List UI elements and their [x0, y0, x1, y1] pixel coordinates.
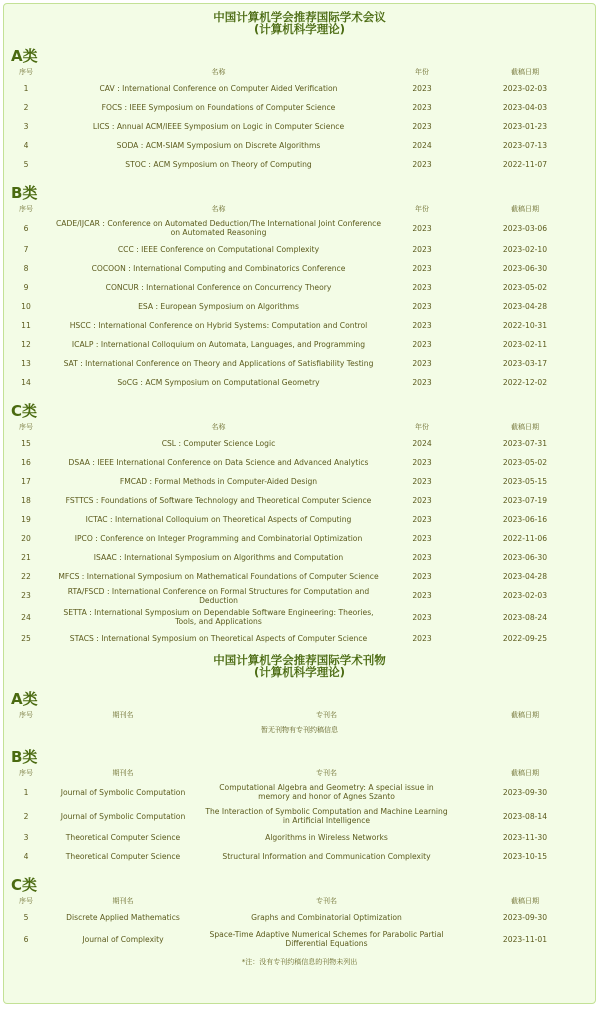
special-issue-name[interactable]: Graphs and Combinatorial Optimization [251, 913, 402, 922]
column-header-no: 序号 [19, 205, 33, 213]
conference-name[interactable]: CONCUR : International Conference on Concurrency Theory [105, 283, 332, 292]
row-number: 20 [21, 534, 31, 543]
conference-name[interactable]: ESA : European Symposium on Algorithms [138, 302, 299, 311]
conference-year: 2023 [412, 84, 432, 93]
conference-table [4, 202, 595, 392]
table-row [4, 79, 595, 98]
column-header-deadline: 截稿日期 [511, 711, 539, 719]
conference-name[interactable]: STOC : ACM Symposium on Theory of Computing [125, 160, 312, 169]
conference-name[interactable]: CSL : Computer Science Logic [161, 439, 276, 448]
empty-message: 暂无刊物有专刊约稿信息 [261, 726, 338, 734]
conference-name[interactable]: CADE/IJCAR : Conference on Automated Deduction/The International Joint Conference on Automated Reasoning [55, 219, 382, 237]
submission-deadline: 2023-02-11 [502, 340, 548, 349]
row-number: 9 [23, 283, 29, 292]
journal-name: Journal of Symbolic Computation [60, 787, 186, 797]
conference-name[interactable]: SETTA : International Symposium on Dependable Software Engineering: Theories, Tools, and Applications [63, 608, 374, 626]
table-row [4, 117, 595, 136]
column-header-deadline: 截稿日期 [511, 423, 539, 431]
submission-deadline: 2022-09-25 [502, 634, 548, 643]
row-number: 21 [21, 553, 31, 562]
submission-deadline: 2023-10-15 [502, 852, 548, 861]
column-header-name: 名称 [211, 68, 226, 76]
submission-deadline: 2023-11-30 [502, 833, 548, 842]
conference-year: 2023 [412, 245, 432, 254]
conference-year: 2023 [412, 359, 432, 368]
conference-title-line1: 中国计算机学会推荐国际学术会议 [213, 10, 386, 24]
submission-deadline: 2023-06-30 [502, 264, 548, 273]
row-number: 6 [23, 223, 29, 233]
conference-year: 2023 [412, 264, 432, 273]
table-row [4, 548, 595, 567]
conference-name[interactable]: CCC : IEEE Conference on Computational Complexity [117, 245, 320, 254]
journal-table [4, 708, 595, 738]
column-header-year: 年份 [415, 423, 429, 431]
row-number: 11 [21, 321, 31, 330]
submission-deadline: 2022-12-02 [502, 378, 548, 387]
row-number: 8 [23, 264, 29, 273]
submission-deadline: 2023-06-16 [502, 515, 548, 524]
row-number: 12 [21, 340, 31, 349]
conference-year: 2023 [412, 534, 432, 543]
row-number: 18 [21, 496, 31, 505]
conference-year: 2023 [412, 122, 432, 131]
submission-deadline: 2023-07-13 [502, 141, 548, 150]
journal-category-heading: A类 [11, 690, 38, 708]
table-row [4, 155, 595, 174]
conference-name[interactable]: ICALP : International Colloquium on Automata, Languages, and Programming [71, 340, 366, 349]
conference-title [4, 11, 595, 35]
conference-name[interactable]: ISAAC : International Symposium on Algorithms and Computation [93, 553, 344, 562]
empty-row [4, 722, 595, 738]
row-number: 22 [21, 572, 31, 581]
conference-year: 2023 [412, 612, 432, 622]
table-header-row [4, 766, 595, 780]
ccf-recommendation-panel [3, 3, 596, 1004]
conference-sections [4, 35, 595, 648]
submission-deadline: 2023-04-28 [502, 302, 548, 311]
row-number: 17 [21, 477, 31, 486]
conference-year: 2023 [412, 591, 432, 600]
table-row [4, 567, 595, 586]
submission-deadline: 2023-02-03 [502, 84, 548, 93]
submission-deadline: 2023-02-03 [502, 591, 548, 600]
footnote: *注：没有专刊约稿信息的刊物未列出 [241, 958, 358, 966]
row-number: 4 [23, 852, 29, 861]
table-row [4, 472, 595, 491]
submission-deadline: 2022-11-06 [502, 534, 548, 543]
journal-name: Theoretical Computer Science [65, 852, 181, 861]
table-row [4, 136, 595, 155]
conference-name[interactable]: COCOON : International Computing and Combinatorics Conference [91, 264, 346, 273]
conference-year: 2023 [412, 223, 432, 233]
conference-category-heading: C类 [11, 402, 38, 420]
column-header-special-issue: 专刊名 [316, 897, 337, 905]
submission-deadline: 2023-09-30 [502, 787, 548, 797]
table-row [4, 373, 595, 392]
submission-deadline: 2023-09-30 [502, 913, 548, 922]
conference-year: 2023 [412, 477, 432, 486]
submission-deadline: 2023-03-06 [502, 223, 548, 233]
conference-name[interactable]: SODA : ACM-SIAM Symposium on Discrete Algorithms [116, 141, 321, 150]
submission-deadline: 2022-11-07 [502, 160, 548, 169]
row-number: 7 [23, 245, 29, 254]
conference-year: 2023 [412, 515, 432, 524]
column-header-journal: 期刊名 [112, 711, 134, 719]
column-header-special-issue: 专刊名 [316, 769, 337, 777]
submission-deadline: 2023-07-31 [502, 439, 548, 448]
journal-table [4, 766, 595, 866]
submission-deadline: 2023-06-30 [502, 553, 548, 562]
row-number: 1 [23, 787, 29, 797]
table-row [4, 780, 595, 804]
journal-title-line1: 中国计算机学会推荐国际学术刊物 [213, 653, 386, 667]
conference-year: 2023 [412, 378, 432, 387]
column-header-journal: 期刊名 [112, 897, 134, 905]
submission-deadline: 2023-04-28 [502, 572, 548, 581]
conference-name[interactable]: ICTAC : International Colloquium on Theoretical Aspects of Computing [85, 515, 352, 524]
row-number: 14 [21, 378, 31, 387]
conference-category-heading: A类 [11, 47, 38, 65]
column-header-year: 年份 [415, 205, 429, 213]
journal-category-heading: C类 [11, 876, 38, 894]
column-header-no: 序号 [19, 897, 33, 905]
submission-deadline: 2023-01-23 [502, 122, 548, 131]
conference-table [4, 420, 595, 648]
conference-name[interactable]: FOCS : IEEE Symposium on Foundations of Computer Science [101, 103, 336, 112]
table-row [4, 586, 595, 605]
column-header-deadline: 截稿日期 [511, 205, 539, 213]
submission-deadline: 2023-08-24 [502, 612, 548, 622]
row-number: 5 [23, 160, 29, 169]
table-row [4, 529, 595, 548]
row-number: 5 [23, 913, 29, 922]
row-number: 16 [21, 458, 31, 467]
journal-table [4, 894, 595, 951]
conference-name[interactable]: DSAA : IEEE International Conference on Data Science and Advanced Analytics [68, 458, 369, 467]
table-row [4, 605, 595, 629]
conference-year: 2023 [412, 572, 432, 581]
conference-name[interactable]: SoCG : ACM Symposium on Computational Geometry [117, 378, 320, 387]
conference-year: 2023 [412, 103, 432, 112]
journal-name: Journal of Symbolic Computation [60, 811, 186, 821]
table-row [4, 847, 595, 866]
conference-name[interactable]: RTA/FSCD : International Conference on Formal Structures for Computation and Deduction [67, 586, 370, 605]
special-issue-name[interactable]: The Interaction of Symbolic Computation and Machine Learning in Artificial Intelligence [205, 807, 448, 825]
table-row [4, 98, 595, 117]
submission-deadline: 2023-07-19 [502, 496, 548, 505]
row-number: 10 [21, 302, 31, 311]
conference-year: 2023 [412, 302, 432, 311]
table-row [4, 259, 595, 278]
row-number: 2 [23, 811, 29, 821]
column-header-year: 年份 [415, 68, 429, 76]
submission-deadline: 2023-05-15 [502, 477, 548, 486]
special-issue-name[interactable]: Structural Information and Communication Complexity [222, 852, 431, 861]
conference-name[interactable]: IPCO : Conference on Integer Programming and Combinatorial Optimization [74, 534, 363, 543]
journal-sections [4, 678, 595, 951]
conference-name[interactable]: FSTTCS : Foundations of Software Technology and Theoretical Computer Science [65, 496, 372, 505]
conference-name[interactable]: STACS : International Symposium on Theoretical Aspects of Computer Science [69, 634, 368, 643]
row-number: 3 [23, 833, 29, 842]
submission-deadline: 2022-10-31 [502, 321, 548, 330]
conference-title-line2: (计算机科学理论) [253, 22, 345, 36]
table-row [4, 510, 595, 529]
conference-year: 2023 [412, 283, 432, 292]
table-row [4, 453, 595, 472]
journal-name: Discrete Applied Mathematics [66, 913, 180, 922]
journal-name: Journal of Complexity [82, 934, 164, 944]
row-number: 2 [23, 103, 29, 112]
journal-name: Theoretical Computer Science [65, 833, 181, 842]
table-row [4, 297, 595, 316]
table-row [4, 278, 595, 297]
conference-table [4, 65, 595, 174]
submission-deadline: 2023-05-02 [502, 283, 548, 292]
conference-name[interactable]: FMCAD : Formal Methods in Computer-Aided Design [119, 477, 318, 486]
table-row [4, 240, 595, 259]
table-row [4, 216, 595, 240]
journal-category-heading: B类 [11, 748, 38, 766]
submission-deadline: 2023-05-02 [502, 458, 548, 467]
conference-year: 2023 [412, 160, 432, 169]
conference-year: 2023 [412, 496, 432, 505]
conference-name[interactable]: HSCC : International Conference on Hybrid Systems: Computation and Control [69, 321, 368, 330]
submission-deadline: 2023-03-17 [502, 359, 548, 368]
special-issue-name[interactable]: Space-Time Adaptive Numerical Schemes for Parabolic Partial Differential Equations [209, 930, 444, 948]
table-header-row [4, 894, 595, 908]
row-number: 24 [21, 612, 31, 622]
conference-name[interactable]: SAT : International Conference on Theory and Applications of Satisfiability Testing [63, 359, 374, 368]
conference-year: 2023 [412, 553, 432, 562]
conference-name[interactable]: CAV : International Conference on Computer Aided Verification [99, 84, 338, 93]
row-number: 4 [23, 141, 29, 150]
table-row [4, 335, 595, 354]
table-row [4, 804, 595, 828]
column-header-deadline: 截稿日期 [511, 769, 539, 777]
row-number: 3 [23, 122, 29, 131]
conference-year: 2023 [412, 458, 432, 467]
column-header-no: 序号 [19, 711, 33, 719]
table-header-row [4, 202, 595, 216]
table-header-row [4, 708, 595, 722]
row-number: 19 [21, 515, 31, 524]
column-header-name: 名称 [211, 205, 226, 213]
conference-year: 2023 [412, 321, 432, 330]
conference-name[interactable]: MFCS : International Symposium on Mathematical Foundations of Computer Science [58, 572, 379, 581]
table-header-row [4, 65, 595, 79]
special-issue-name[interactable]: Algorithms in Wireless Networks [265, 833, 388, 842]
table-row [4, 316, 595, 335]
row-number: 25 [21, 634, 31, 643]
table-row [4, 629, 595, 648]
journal-title-line2: (计算机科学理论) [253, 665, 345, 679]
table-header-row [4, 420, 595, 434]
conference-year: 2024 [412, 141, 432, 150]
column-header-journal: 期刊名 [112, 769, 134, 777]
row-number: 6 [23, 934, 29, 944]
submission-deadline: 2023-11-01 [502, 934, 548, 944]
conference-year: 2023 [412, 634, 432, 643]
conference-name[interactable]: LICS : Annual ACM/IEEE Symposium on Logic in Computer Science [92, 122, 345, 131]
table-row [4, 434, 595, 453]
column-header-deadline: 截稿日期 [511, 897, 539, 905]
journal-title [4, 654, 595, 678]
column-header-no: 序号 [19, 769, 33, 777]
submission-deadline: 2023-08-14 [502, 811, 548, 821]
table-row [4, 927, 595, 951]
column-header-name: 名称 [211, 423, 226, 431]
conference-category-heading: B类 [11, 184, 38, 202]
table-row [4, 908, 595, 927]
column-header-no: 序号 [19, 423, 33, 431]
conference-year: 2024 [412, 439, 432, 448]
table-row [4, 354, 595, 373]
table-row [4, 491, 595, 510]
row-number: 1 [23, 84, 29, 93]
row-number: 15 [21, 439, 31, 448]
table-row [4, 828, 595, 847]
column-header-deadline: 截稿日期 [511, 68, 539, 76]
submission-deadline: 2023-02-10 [502, 245, 548, 254]
row-number: 23 [21, 591, 31, 600]
special-issue-name[interactable]: Computational Algebra and Geometry: A special issue in memory and honor of Agnes Szanto [219, 783, 434, 801]
row-number: 13 [21, 359, 31, 368]
submission-deadline: 2023-04-03 [502, 103, 548, 112]
column-header-special-issue: 专刊名 [316, 711, 337, 719]
column-header-no: 序号 [19, 68, 33, 76]
conference-year: 2023 [412, 340, 432, 349]
